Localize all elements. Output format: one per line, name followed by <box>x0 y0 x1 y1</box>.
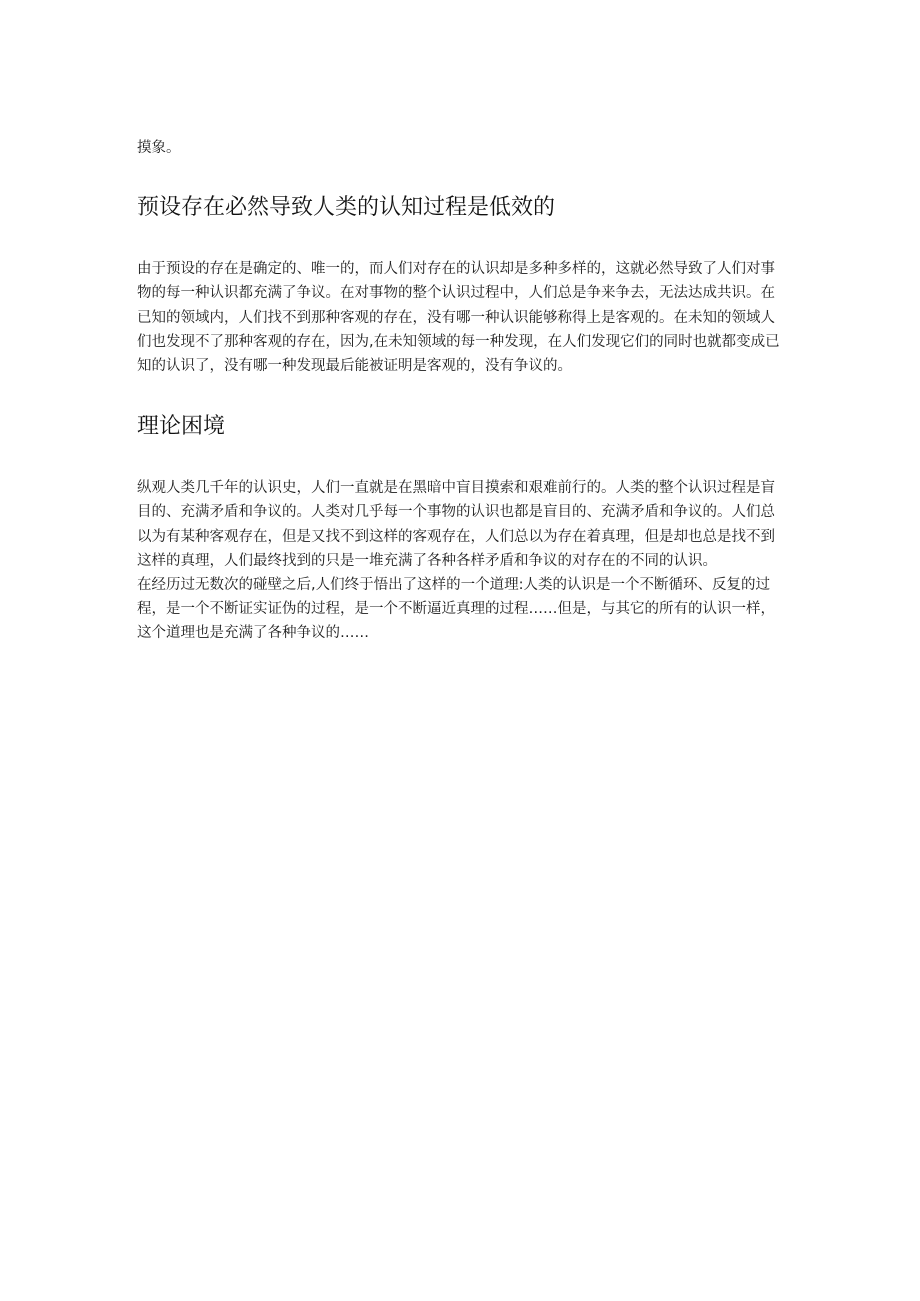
section-paragraph: 纵观人类几千年的认识史，人们一直就是在黑暗中盲目摸索和艰难前行的。人类的整个认识过程是盲目的、充满矛盾和争议的。人类对几乎每一个事物的认识也都是盲目的、充满矛盾和争议的。人们总以为有某种客观存在，但是又找不到这样的客观存在，人们总以为存在着真理，但是却也总是找不到这样的真理，人们最终找到的只是一堆充满了各种各样矛盾和争议的对存在的不同的认识。 <box>137 480 775 569</box>
section-heading-theoretical-dilemma: 理论困境 <box>137 414 226 440</box>
lead-fragment: 摸象。 <box>137 140 181 156</box>
section-paragraph: 在经历过无数次的碰壁之后,人们终于悟出了这样的一个道理:人类的认识是一个不断循环、反复的过程，是一个不断证实证伪的过程，是一个不断逼近真理的过程……但是，与其它的所有的认识一样，这个道理也是充满了各种争议的…… <box>137 577 775 642</box>
section-paragraph: 由于预设的存在是确定的、唯一的，而人们对存在的认识却是多种多样的，这就必然导致了人们对事物的每一种认识都充满了争议。在对事物的整个认识过程中，人们总是争来争去，无法达成共识。在已知的领域内，人们找不到那种客观的存在，没有哪一种认识能够称得上是客观的。在未知的领域人们也发现不了那种客观的存在，因为,在未知领域的每一种发现，在人们发现它们的同时也就都变成已知的认识了，没有哪一种发现最后能被证明是客观的，没有争议的。 <box>137 261 780 375</box>
document-body <box>137 136 783 646</box>
section-heading-presupposed-existence: 预设存在必然导致人类的认知过程是低效的 <box>137 195 556 221</box>
